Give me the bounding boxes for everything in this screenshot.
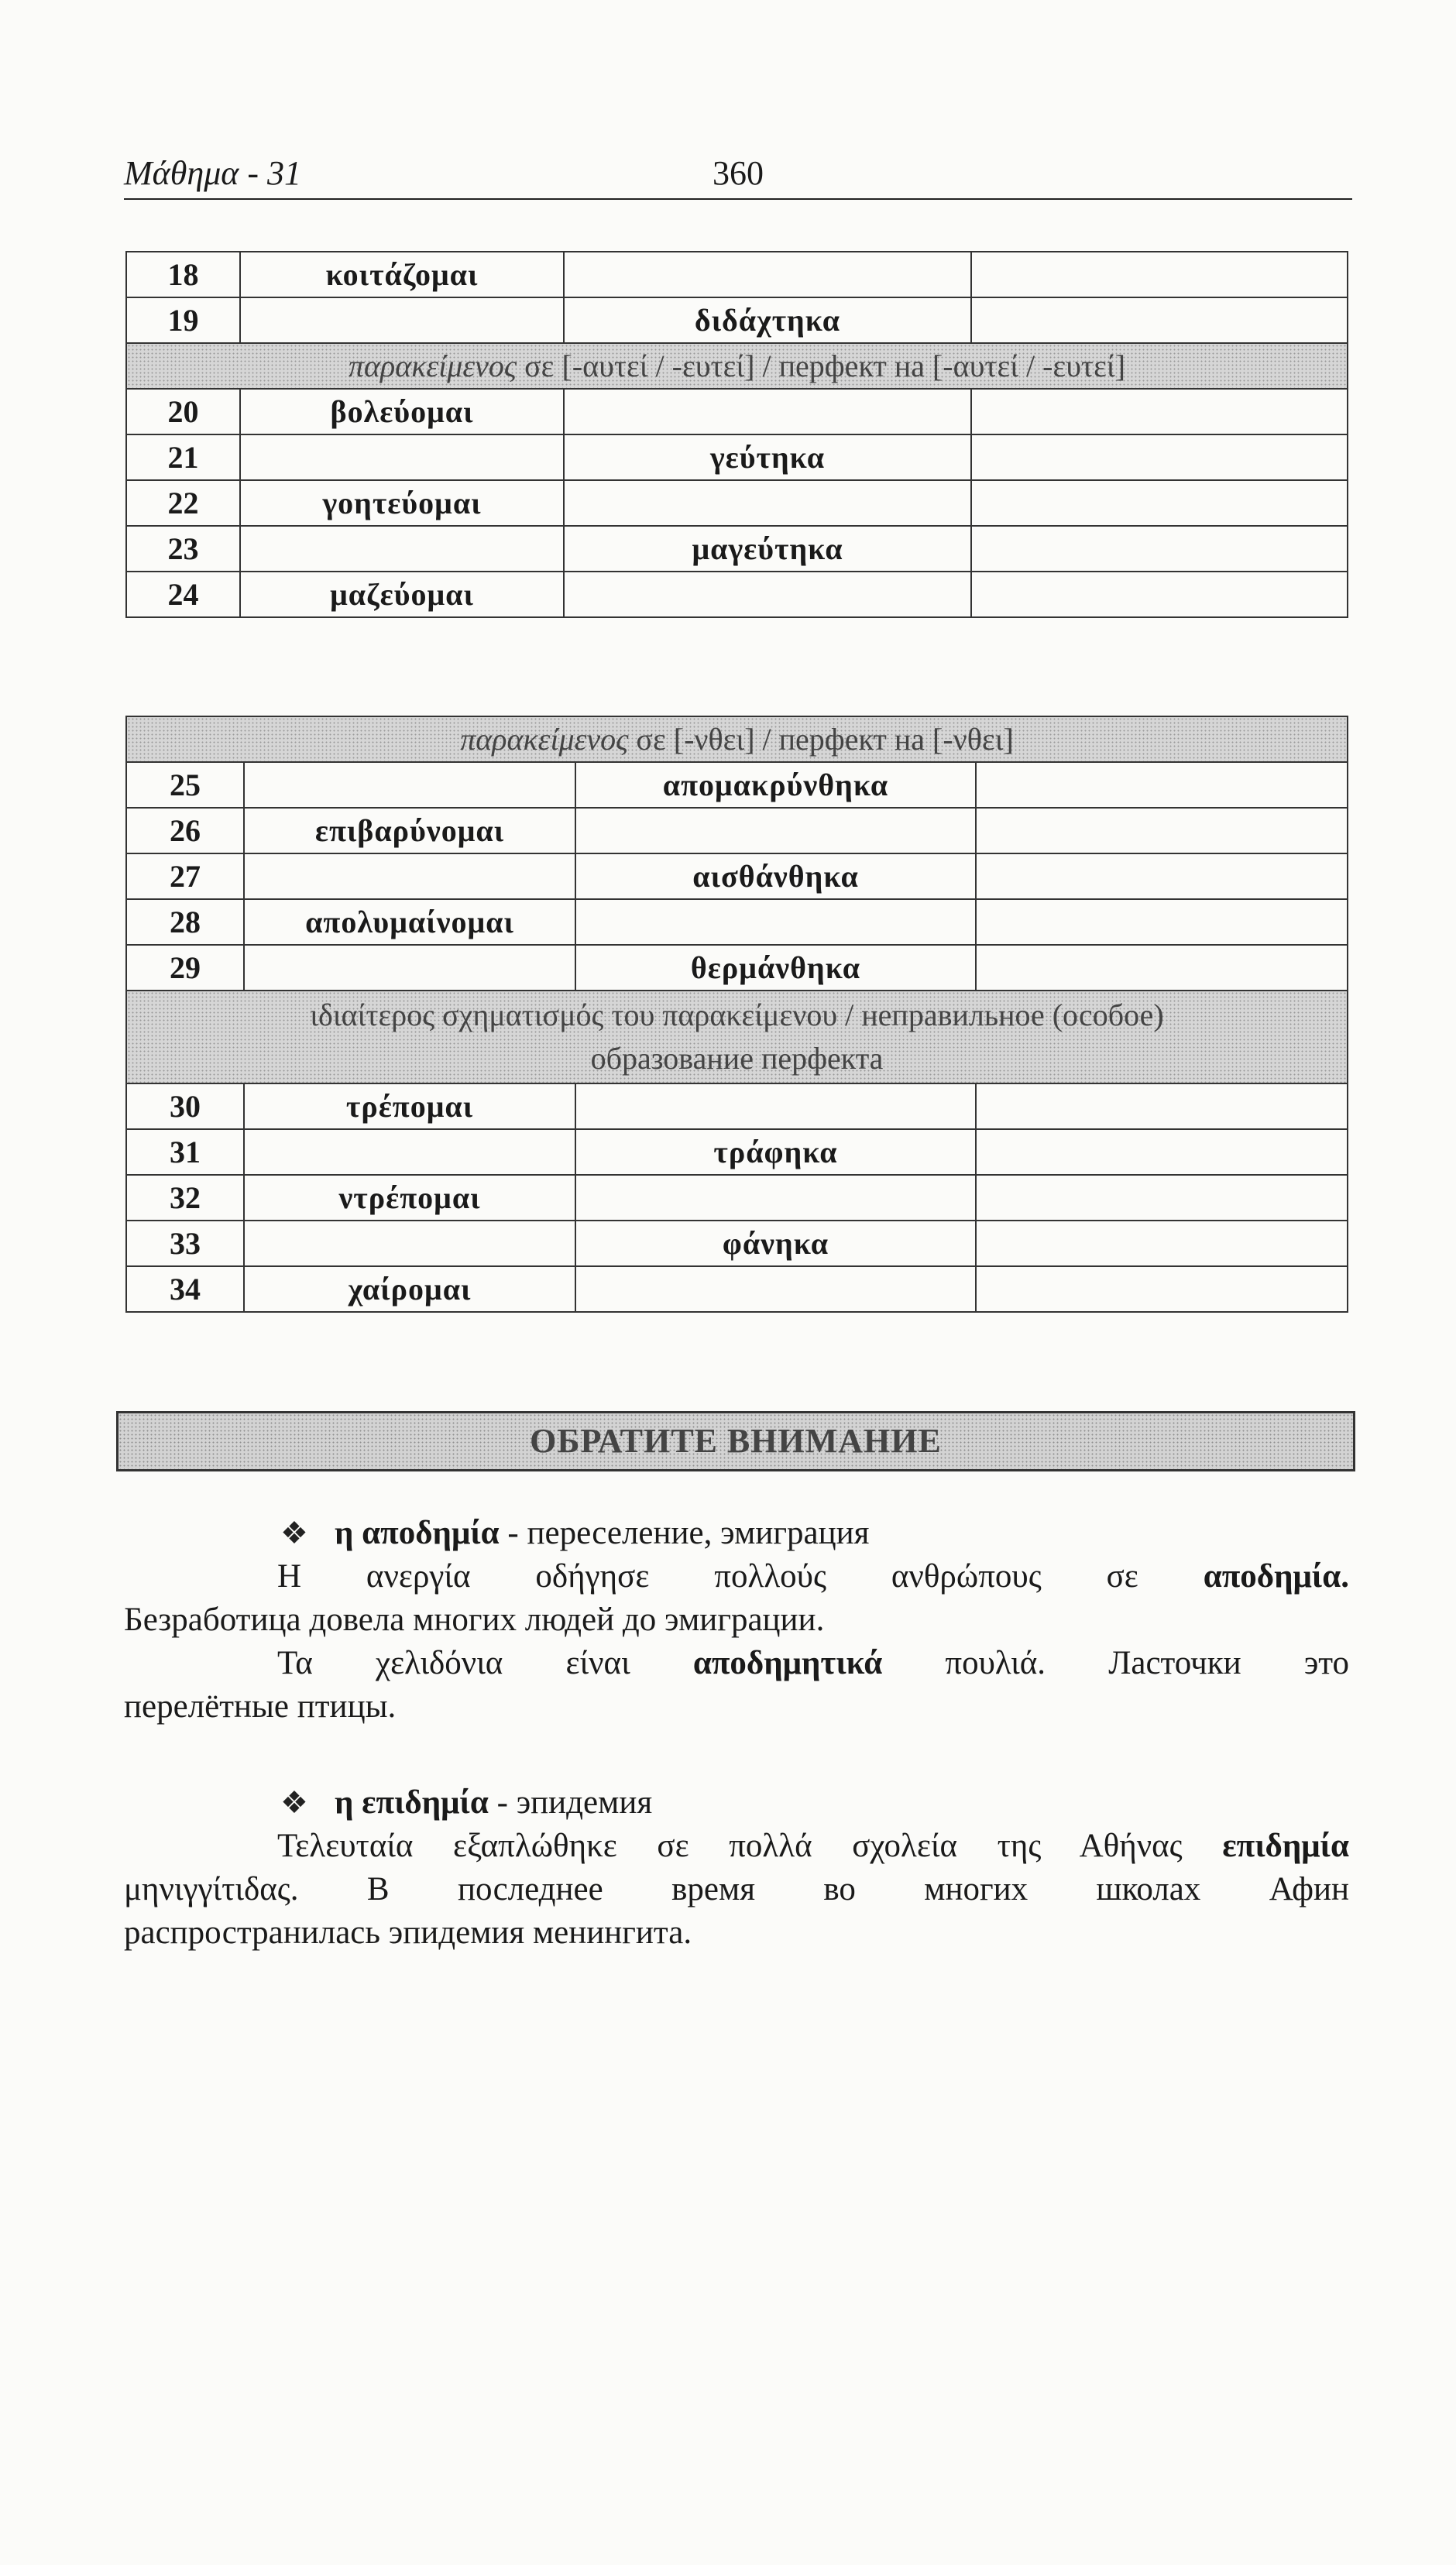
cell-present: χαίρομαι	[244, 1266, 575, 1312]
table-row	[126, 480, 1348, 526]
row-number: 19	[126, 297, 240, 343]
cell-present: μαζεύομαι	[240, 572, 564, 617]
band-text: σε [-αυτεί / -ευτεί] / перфект на [-αυτεί / -ευτεί]	[517, 349, 1126, 383]
cell-present	[244, 1221, 575, 1266]
cell-aorist: μαγεύτηκα	[564, 526, 971, 572]
row-number: 30	[126, 1083, 244, 1129]
cell-aorist	[564, 389, 971, 434]
cell-empty	[971, 480, 1348, 526]
entry-term: η αποδημία	[335, 1515, 500, 1551]
entry-heading	[335, 1512, 1349, 1555]
table-row	[126, 252, 1348, 297]
table-row	[126, 945, 1348, 991]
cell-aorist	[575, 899, 976, 945]
row-number: 32	[126, 1175, 244, 1221]
row-number: 31	[126, 1129, 244, 1175]
example-line	[277, 1825, 1349, 1868]
cell-aorist	[575, 1175, 976, 1221]
section-band-row	[126, 343, 1348, 389]
cell-aorist	[575, 808, 976, 853]
row-number: 34	[126, 1266, 244, 1312]
row-number: 24	[126, 572, 240, 617]
cell-empty	[971, 252, 1348, 297]
bullet-icon: ❖	[280, 1785, 308, 1820]
cell-empty	[971, 526, 1348, 572]
row-number: 23	[126, 526, 240, 572]
row-number: 33	[126, 1221, 244, 1266]
cell-present	[240, 297, 564, 343]
row-number: 22	[126, 480, 240, 526]
cell-present	[244, 945, 575, 991]
row-number: 29	[126, 945, 244, 991]
row-number: 18	[126, 252, 240, 297]
example-highlight: αποδημητικά	[692, 1645, 883, 1681]
table-row	[126, 1083, 1348, 1129]
section-band	[126, 716, 1348, 762]
entry-heading	[335, 1781, 1349, 1825]
table-row	[126, 853, 1348, 899]
bullet-icon: ❖	[280, 1516, 308, 1550]
attention-banner: ОБРАТИТЕ ВНИМАНИЕ	[116, 1411, 1355, 1471]
row-number: 26	[126, 808, 244, 853]
entry-term: η επιδημία	[335, 1784, 489, 1821]
cell-present: ντρέπομαι	[244, 1175, 575, 1221]
verb-table-1	[125, 251, 1348, 618]
cell-empty	[976, 1221, 1348, 1266]
cell-aorist: διδάχτηκα	[564, 297, 971, 343]
cell-aorist: απομακρύνθηκα	[575, 762, 976, 808]
table-row	[126, 389, 1348, 434]
cell-empty	[976, 945, 1348, 991]
table-row	[126, 1221, 1348, 1266]
cell-empty	[971, 572, 1348, 617]
cell-empty	[976, 1129, 1348, 1175]
table-row	[126, 899, 1348, 945]
cell-present: απολυμαίνομαι	[244, 899, 575, 945]
section-band-row	[126, 991, 1348, 1083]
cell-empty	[976, 808, 1348, 853]
cell-aorist	[564, 252, 971, 297]
table-row	[126, 572, 1348, 617]
example-translation: перелётные птицы.	[124, 1688, 397, 1725]
cell-aorist	[564, 572, 971, 617]
cell-empty	[971, 389, 1348, 434]
table-row	[126, 434, 1348, 480]
row-number: 21	[126, 434, 240, 480]
cell-present	[240, 434, 564, 480]
cell-aorist: αισθάνθηκα	[575, 853, 976, 899]
table-row	[126, 808, 1348, 853]
row-number: 28	[126, 899, 244, 945]
example-text: Τα χελιδόνια είναι	[277, 1645, 693, 1681]
example-translation: распространилась эпидемия менингита.	[124, 1914, 692, 1951]
example-line	[277, 1642, 1349, 1685]
cell-aorist: φάνηκα	[575, 1221, 976, 1266]
cell-empty	[971, 297, 1348, 343]
cell-aorist: γεύτηκα	[564, 434, 971, 480]
entry-gloss: - переселение, эмиграция	[499, 1515, 870, 1551]
table-row	[126, 1129, 1348, 1175]
cell-present	[244, 762, 575, 808]
cell-aorist	[575, 1266, 976, 1312]
example-translation: Безработица довела многих людей до эмиграции.	[124, 1602, 825, 1638]
cell-empty	[976, 762, 1348, 808]
table-row	[126, 1175, 1348, 1221]
section-band	[126, 343, 1348, 389]
cell-present: κοιτάζομαι	[240, 252, 564, 297]
cell-present	[240, 526, 564, 572]
verb-table-2	[125, 716, 1348, 1313]
band-italic: παρακείμενος	[348, 349, 517, 383]
table-row	[126, 526, 1348, 572]
cell-aorist: θερμάνθηκα	[575, 945, 976, 991]
section-band	[126, 991, 1348, 1083]
section-band-row	[126, 716, 1348, 762]
band-text: σε [-νθει] / перфект на [-νθει]	[628, 722, 1014, 757]
example-text: πουλιά. Ласточки это	[882, 1645, 1350, 1681]
cell-empty	[971, 434, 1348, 480]
row-number: 25	[126, 762, 244, 808]
cell-present: τρέπομαι	[244, 1083, 575, 1129]
cell-empty	[976, 1083, 1348, 1129]
cell-empty	[976, 1175, 1348, 1221]
cell-present: επιβαρύνομαι	[244, 808, 575, 853]
table-row	[126, 1266, 1348, 1312]
row-number: 20	[126, 389, 240, 434]
cell-aorist	[575, 1083, 976, 1129]
page-number: 360	[713, 154, 764, 192]
lesson-label: Μάθημα - 31	[124, 154, 302, 192]
example-line	[277, 1555, 1349, 1598]
header-rule	[124, 198, 1352, 200]
example-highlight: επιδημία	[1222, 1828, 1349, 1864]
page-header	[124, 152, 1352, 200]
cell-aorist	[564, 480, 971, 526]
example-line: μηνιγγίτιδας. В последнее время во многих школах Афин	[124, 1871, 1349, 1907]
entry-gloss: - эпидемия	[488, 1784, 653, 1821]
table-row	[126, 297, 1348, 343]
cell-empty	[976, 853, 1348, 899]
cell-empty	[976, 899, 1348, 945]
example-text: Η ανεργία οδήγησε πολλούς ανθρώπους σε	[277, 1558, 1204, 1595]
band-italic: παρακείμενος	[460, 722, 629, 757]
table-row	[126, 762, 1348, 808]
example-highlight: αποδημία.	[1203, 1558, 1349, 1595]
cell-empty	[976, 1266, 1348, 1312]
cell-aorist: τράφηκα	[575, 1129, 976, 1175]
cell-present: βολεύομαι	[240, 389, 564, 434]
example-text: Τελευταία εξαπλώθηκε σε πολλά σχολεία της Αθήνας	[277, 1828, 1223, 1864]
band-text-line2: образование перфекта	[590, 1041, 884, 1076]
row-number: 27	[126, 853, 244, 899]
band-text-line1: ιδιαίτερος σχηματισμός του παρακείμενου / неправильное (особое)	[310, 998, 1164, 1032]
cell-present: γοητεύομαι	[240, 480, 564, 526]
cell-present	[244, 853, 575, 899]
cell-present	[244, 1129, 575, 1175]
